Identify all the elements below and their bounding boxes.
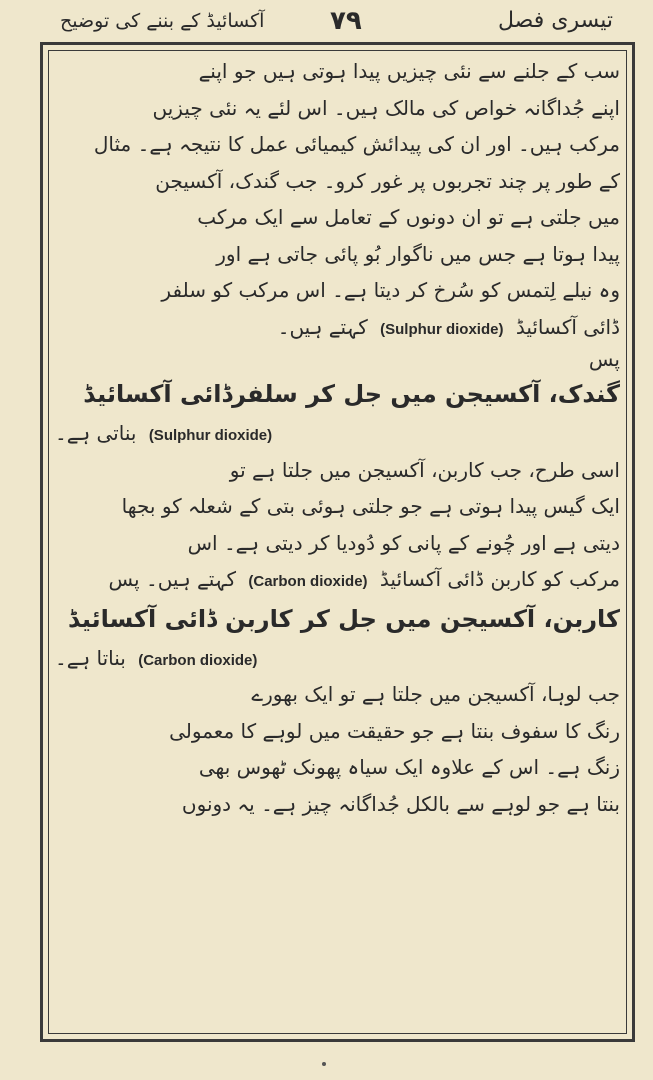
- text-line-with-term: [55, 561, 620, 598]
- text-line: اپنے جُداگانہ خواص کی مالک ہیں۔ اس لئے یہ نئی چیزیں: [152, 95, 620, 120]
- text-line: پس: [588, 347, 620, 371]
- text-line: مرکب ہیں۔ اور ان کی پیدائش کیمیائی عمل کا نتیجہ ہے۔ مثال: [93, 132, 620, 156]
- text-line-with-term: [55, 415, 620, 452]
- body-text: [55, 53, 620, 822]
- text-line: رنگ کا سفوف بنتا ہے جو حقیقت میں لوہے کا معمولی: [169, 718, 620, 743]
- text-line: ایک گیس پیدا ہوتی ہے جو جلتی ہوئی بتی کے شعلہ کو بجھا: [121, 494, 620, 518]
- page-header: [60, 6, 613, 40]
- text-line: بنتا ہے جو لوہے سے بالکل جُداگانہ چیز ہے۔ یہ دونوں: [181, 791, 620, 816]
- running-title: آکسائیڈ کے بننے کی توضیح: [60, 10, 265, 32]
- text-line: جب لوہا، آکسیجن میں جلتا ہے تو ایک بھورے: [251, 682, 620, 706]
- highlighted-equation: گندک، آکسیجن میں جل کر سلفرڈائی آکسائیڈ: [83, 380, 620, 408]
- text-line: اسی طرح، جب کاربن، آکسیجن میں جلتا ہے تو: [229, 457, 620, 482]
- page-frame: [40, 42, 635, 1042]
- page-number: ۷۹: [330, 6, 362, 36]
- english-term: (Carbon dioxide): [138, 651, 258, 669]
- line-tail: بناتا ہے۔: [55, 645, 126, 670]
- english-term: (Sulphur dioxide): [380, 320, 504, 338]
- text-line-with-term: [55, 640, 620, 677]
- text-line: وہ نیلے لِتمس کو سُرخ کر دیتا ہے۔ اس مرکب کو سلفر: [161, 278, 620, 302]
- highlighted-equation: کاربن، آکسیجن میں جل کر کاربن ڈائی آکسائیڈ: [67, 604, 620, 633]
- english-term: (Carbon dioxide): [248, 573, 368, 590]
- urdu-term: مرکب کو کاربن ڈائی آکسائیڈ: [379, 567, 620, 591]
- text-line: دیتی ہے اور چُونے کے پانی کو دُودیا کر دیتی ہے۔ اس: [187, 530, 620, 555]
- line-tail: کہتے ہیں۔ پس: [108, 567, 237, 591]
- line-tail: کہتے ہیں۔: [277, 314, 368, 339]
- text-line: کے طور پر چند تجربوں پر غور کرو۔ جب گندک، آکسیجن: [155, 168, 620, 193]
- chapter-heading: تیسری فصل: [498, 8, 613, 33]
- english-term: (Sulphur dioxide): [148, 427, 273, 444]
- text-line: پیدا ہوتا ہے جس میں ناگوار بُو پائی جاتی ہے اور: [216, 241, 620, 266]
- footer-dot: [322, 1062, 326, 1066]
- urdu-term: ڈائی آکسائیڈ: [515, 314, 620, 339]
- line-tail: بناتی ہے۔: [55, 421, 137, 445]
- text-line: زنگ ہے۔ اس کے علاوہ ایک سیاہ پھونک ٹھوس بھی: [198, 755, 620, 779]
- text-line: سب کے جلنے سے نئی چیزیں پیدا ہوتی ہیں جو اپنے: [198, 59, 620, 83]
- text-line-with-term: [55, 309, 620, 346]
- text-line: میں جلتی ہے تو ان دونوں کے تعامل سے ایک مرکب: [197, 205, 620, 229]
